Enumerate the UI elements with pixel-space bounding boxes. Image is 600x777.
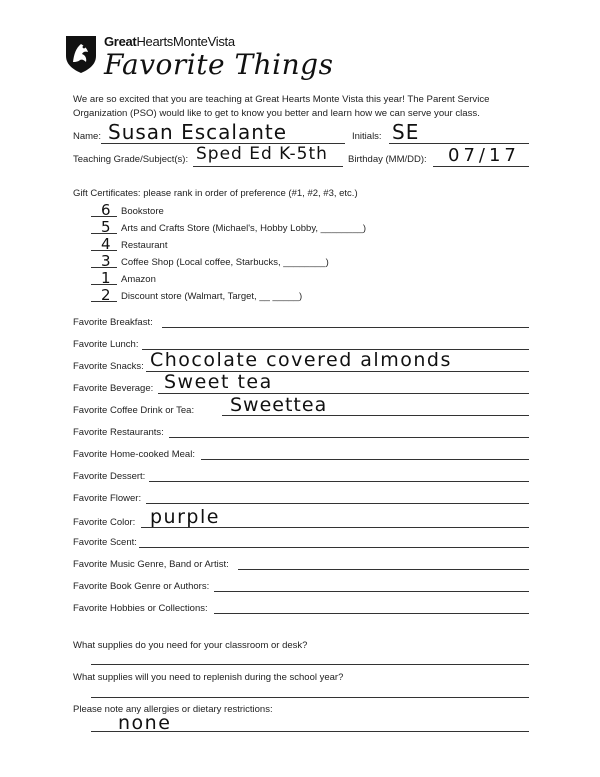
gift-item-label: Amazon: [121, 274, 156, 285]
allergies-value[interactable]: none: [118, 712, 172, 734]
favorite-value[interactable]: Sweettea: [230, 394, 328, 416]
initials-label: Initials:: [352, 131, 382, 142]
birthday-line: [433, 166, 529, 167]
supplies-replenish-line[interactable]: [91, 697, 529, 698]
intro-line-1: We are so excited that you are teaching at Great Hearts Monte Vista this year! The Parent Service: [73, 94, 490, 105]
favorite-label: Favorite Dessert:: [73, 471, 146, 482]
birthday-label: Birthday (MM/DD):: [348, 154, 427, 165]
gift-item-label: Bookstore: [121, 206, 164, 217]
supplies-need-question: What supplies do you need for your classroom or desk?: [73, 640, 308, 651]
favorite-label: Favorite Color:: [73, 517, 136, 528]
favorite-label: Favorite Hobbies or Collections:: [73, 603, 208, 614]
brand-name-rest: HeartsMonteVista: [136, 34, 235, 49]
favorite-line[interactable]: [214, 591, 529, 592]
birthday-value[interactable]: 07/17: [448, 145, 520, 166]
gift-item-label: Discount store (Walmart, Target, __ _____): [121, 291, 303, 302]
favorite-label: Favorite Restaurants:: [73, 427, 164, 438]
grade-label: Teaching Grade/Subject(s):: [73, 154, 189, 165]
favorite-label: Favorite Book Genre or Authors:: [73, 581, 210, 592]
gift-rank-value[interactable]: 1: [101, 269, 112, 287]
name-value[interactable]: Susan Escalante: [108, 120, 288, 144]
supplies-replenish-question: What supplies will you need to replenish during the school year?: [73, 672, 344, 683]
page-title: Favorite Things: [104, 48, 334, 81]
favorite-label: Favorite Coffee Drink or Tea:: [73, 405, 195, 416]
favorite-line[interactable]: [201, 459, 529, 460]
supplies-need-line[interactable]: [91, 664, 529, 665]
allergies-question: Please note any allergies or dietary restrictions:: [73, 704, 273, 715]
gift-rank-value[interactable]: 2: [101, 286, 112, 304]
favorite-line[interactable]: [169, 437, 529, 438]
gift-item-label: Coffee Shop (Local coffee, Starbucks, ________): [121, 257, 329, 268]
favorite-label: Favorite Scent:: [73, 537, 137, 548]
favorite-value[interactable]: purple: [150, 506, 220, 528]
favorite-value[interactable]: Sweet tea: [164, 371, 273, 393]
gift-rank-value[interactable]: 4: [101, 235, 112, 253]
favorite-label: Favorite Snacks:: [73, 361, 144, 372]
favorite-line[interactable]: [139, 547, 529, 548]
gift-rank-value[interactable]: 5: [101, 218, 112, 236]
grade-line: [193, 166, 343, 167]
grade-value[interactable]: Sped Ed K-5th: [196, 144, 328, 164]
favorite-label: Favorite Music Genre, Band or Artist:: [73, 559, 229, 570]
favorite-line[interactable]: [162, 327, 529, 328]
gift-rank-value[interactable]: 3: [101, 252, 112, 270]
logo-crest-icon: [64, 34, 98, 74]
favorite-line[interactable]: [214, 613, 529, 614]
favorite-line[interactable]: [149, 481, 529, 482]
favorite-label: Favorite Flower:: [73, 493, 142, 504]
intro-line-2: Organization (PSO) would like to get to know you better and learn how we can serve your class.: [73, 108, 480, 119]
gift-item-label: Arts and Crafts Store (Michael's, Hobby Lobby, ________): [121, 223, 367, 234]
favorite-line: [158, 393, 529, 394]
favorite-line[interactable]: [238, 569, 529, 570]
favorite-value[interactable]: Chocolate covered almonds: [150, 349, 452, 371]
favorite-label: Favorite Beverage:: [73, 383, 154, 394]
favorite-label: Favorite Breakfast:: [73, 317, 153, 328]
brand-name-bold: Great: [104, 34, 137, 49]
gift-rank-value[interactable]: 6: [101, 201, 112, 219]
favorite-label: Favorite Lunch:: [73, 339, 139, 350]
favorite-line[interactable]: [146, 503, 529, 504]
initials-value[interactable]: SE: [392, 120, 420, 144]
gift-heading: Gift Certificates: please rank in order of preference (#1, #2, #3, etc.): [73, 188, 358, 199]
name-label: Name:: [73, 131, 101, 142]
favorite-label: Favorite Home-cooked Meal:: [73, 449, 195, 460]
brand-name: [104, 34, 235, 49]
gift-item-label: Restaurant: [121, 240, 168, 251]
